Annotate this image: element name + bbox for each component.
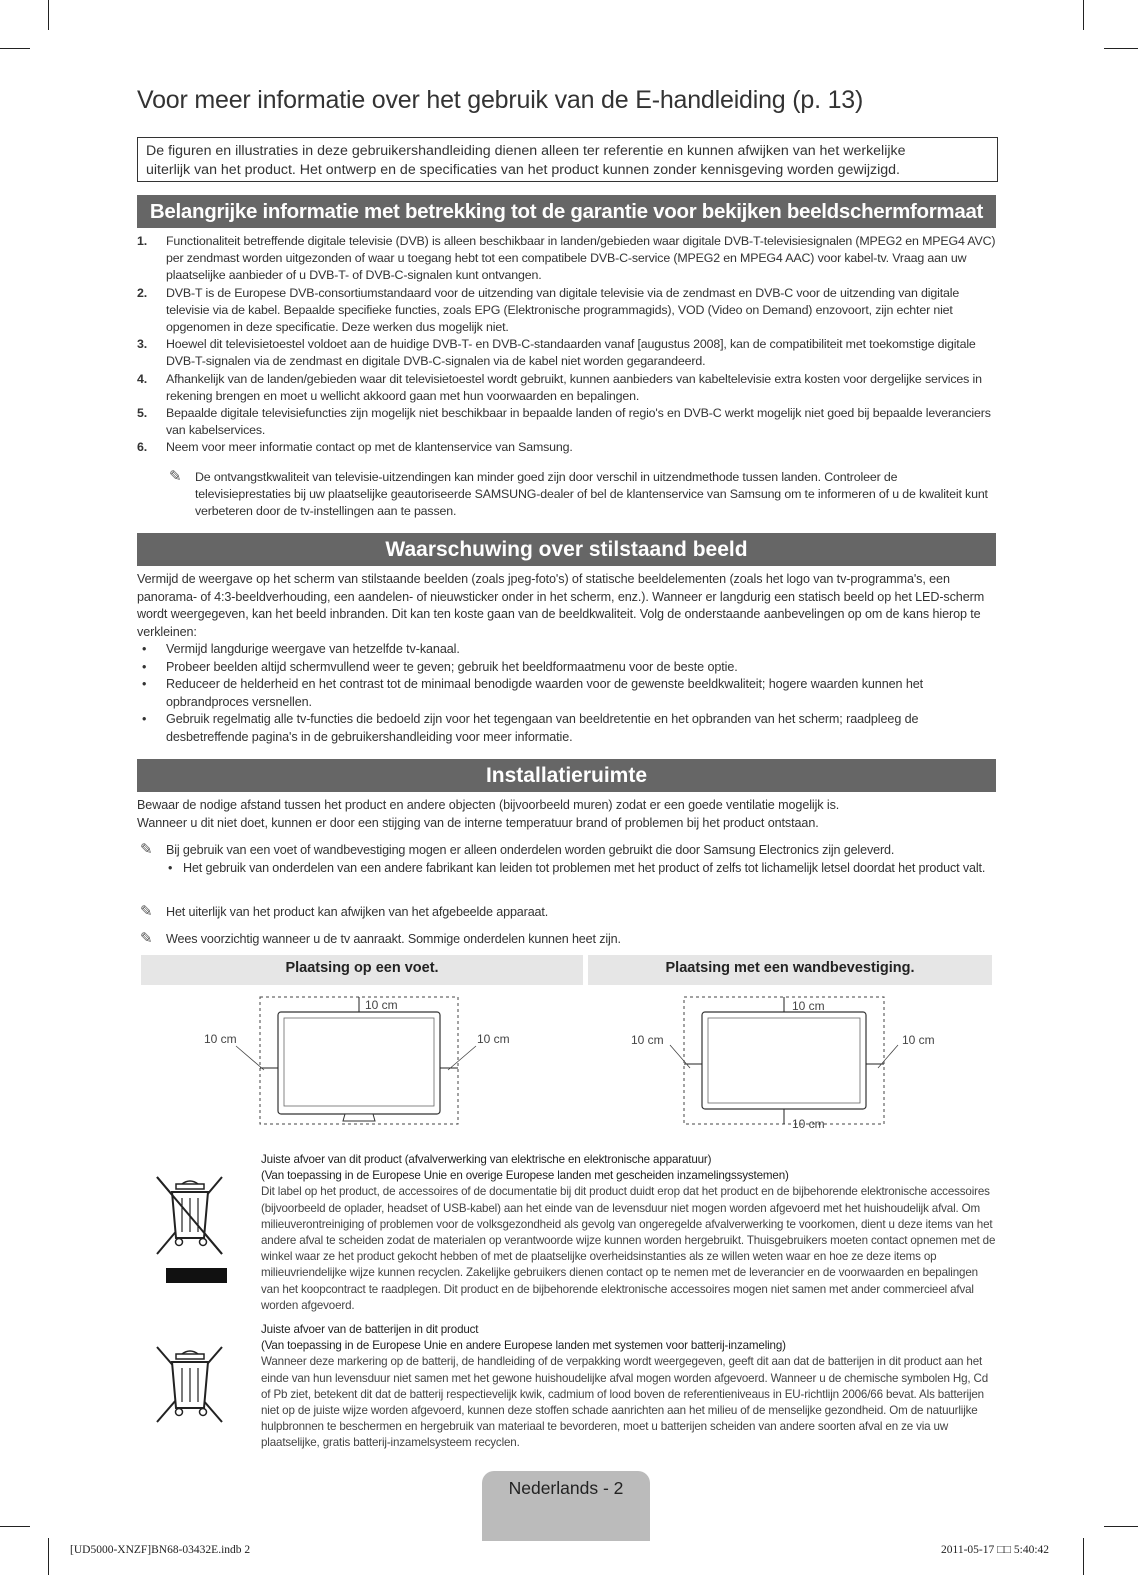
crop-mark — [48, 1538, 49, 1575]
stand-diagram — [190, 990, 530, 1140]
clearance-label: 10 cm — [792, 999, 825, 1013]
pencil-icon: ✎ — [140, 930, 153, 947]
crop-mark — [1083, 0, 1084, 30]
list-item: • Gebruik regelmatig alle tv-functies die bedoeld zijn voor het tegengaan van beeldretentie en het opbranden van het scherm; raadpleeg de desbetreffende pagina's in de gebruikershandleiding voor meer informatie. — [142, 712, 919, 744]
item-number: 3. — [137, 337, 148, 352]
disclaimer-box — [137, 137, 998, 182]
clearance-label: 10 cm — [902, 1033, 935, 1047]
disposal-text: Wanneer deze markering op de batterij, de handleiding of de verpakking wordt weergegeven, geeft dit aan dat de batterijen in dit product aan het einde van hun levensduur niet samen met het gewone huishoudelijke afval mogen worden afgevoerd. Wanneer u de chemische symbolen Hg, Cd of Pb ziet, betekent dit dat de batterij respectievelijk kwik, cadmium of lood boven de referentieniveaus in EU-richtlijn 2006/66 bevat. Als batterijen niet op de juiste wijze worden afgevoerd, kunnen deze stoffen schade aanrichten aan het milieu of de menselijke gezondheid. Om de natuurlijke hulpbronnen te beschermen en hergebruik van materiaal te bevorderen, moet u batterijen scheiden van andere soorten afval en ze via uw plaatselijke, gratis batterij-inzamelsysteem recyclen. — [261, 1355, 989, 1450]
leader-line — [878, 1045, 898, 1068]
item-text: Afhankelijk van de landen/gebieden waar dit televisietoestel wordt gebruikt, kunnen aanbieders van kabeltelevisie extra kosten voor dergelijke services in rekening brengen en moet u wellicht akkoord gaan met hun voorwaarden en bepalingen. — [166, 371, 982, 403]
install-line: Bewaar de nodige afstand tussen het product en andere objecten (bijvoorbeeld muren) zodat er een goede ventilatie mogelijk is. — [137, 798, 840, 812]
item-text: Bepaalde digitale televisiefuncties zijn mogelijk niet beschikbaar in bepaalde landen of regio's en DVB-C werkt mogelijk niet goed bij bepaalde leveranciers van kabelservices. — [166, 406, 991, 438]
item-number: 5. — [137, 406, 148, 421]
list-item: • Vermijd langdurige weergave van hetzelfde tv-kanaal. — [142, 642, 460, 656]
wall-label: Plaatsing met een wandbevestiging. — [588, 955, 992, 985]
warranty-list — [137, 233, 997, 457]
stand-label: Plaatsing op een voet. — [141, 955, 583, 985]
crop-mark — [1104, 48, 1138, 49]
wall-diagram — [640, 990, 940, 1140]
disclaimer-line: uiterlijk van het product. Het ontwerp en de specificaties van het product kunnen zonder kennisgeving worden gewijzigd. — [146, 162, 900, 178]
list-item — [137, 405, 997, 439]
battery-bin-icon — [152, 1342, 232, 1427]
list-item — [137, 439, 997, 456]
note-text: De ontvangstkwaliteit van televisie-uitzendingen kan minder goed zijn door verschil in uitzendmethode tussen landen. Controleer de televisieprestaties bij uw plaatselijke geautoriseerde SAMSUNG-dealer of bel de klantenservice van Samsung om te informeren of u de kwaliteit kunt verbeteren door de tv-instellingen aan te passen. — [195, 470, 988, 519]
pencil-icon: ✎ — [140, 841, 153, 858]
note-text: Het uiterlijk van het product kan afwijken van het afgebeelde apparaat. — [166, 905, 549, 919]
crop-mark — [0, 48, 30, 49]
warranty-heading: Belangrijke informatie met betrekking tot de garantie voor bekijken beeldschermformaat — [137, 195, 996, 228]
item-text: Gebruik regelmatig alle tv-functies die bedoeld zijn voor het tegengaan van beeldretentie en het opbranden van het scherm; raadpleeg de desbetreffende pagina's in de gebruikershandleiding voor meer informatie. — [166, 712, 919, 744]
pencil-icon: ✎ — [140, 903, 153, 920]
list-item — [137, 336, 997, 370]
install-heading: Installatieruimte — [137, 759, 996, 792]
tv-frame — [702, 1012, 866, 1109]
disposal-text: Dit label op het product, de accessoires of de documentatie bij dit product duidt erop dat het product en de bijbehorende elektronische accessoires (bijvoorbeeld de oplader, headset of USB-kabel) aan het einde van de levensduur niet mogen worden afgevoerd met het huishoudelijk afval. Om milieuverontreiniging of problemen voor de volksgezondheid als gevolg van ongeregelde afvalverwerking te voorkomen, dient u deze items van het andere afval te scheiden zodat de materialen op verantwoorde wijze kunnen worden hergebruikt. Thuisgebruikers moeten contact opnemen met de winkel waar ze het product gekocht hebben of met de plaatselijke overheidsinstanties als ze willen weten waar en hoe ze deze items op milieuvriendelijke wijze kunnen recyclen. Zakelijke gebruikers dienen contact op te nemen met de leverancier en de voorwaarden en bepalingen van het koopcontract te raadplegen. Dit product en de bijbehorende elektronische accessoires mogen niet samen met ander commercieel afval worden afgevoerd. — [261, 1185, 996, 1312]
print-slug-right: 2011-05-17 □□ 5:40:42 — [941, 1544, 1050, 1556]
item-number: 6. — [137, 440, 148, 455]
crop-mark — [0, 1526, 30, 1527]
page-title: Voor meer informatie over het gebruik van de E-handleiding (p. 13) — [137, 86, 864, 114]
note-text: Bij gebruik van een voet of wandbevestiging mogen er alleen onderdelen worden gebruikt die door Samsung Electronics zijn geleverd. — [166, 843, 895, 857]
disposal-heading: Juiste afvoer van de batterijen in dit product — [261, 1323, 479, 1336]
clearance-label: 10 cm — [792, 1117, 825, 1131]
stillimage-heading: Waarschuwing over stilstaand beeld — [137, 533, 996, 566]
warranty-note — [169, 468, 995, 521]
install-note — [140, 903, 996, 921]
list-item: • Het gebruik van onderdelen van een andere fabrikant kan leiden tot problemen met het product of zelfs tot lichamelijk letsel doordat het product valt. — [168, 860, 986, 875]
battery-disposal — [261, 1322, 997, 1452]
disposal-subheading: (Van toepassing in de Europese Unie en andere Europese landen met systemen voor batterij-inzameling) — [261, 1339, 786, 1353]
tv-frame — [278, 1012, 440, 1114]
item-number: 2. — [137, 285, 148, 300]
tv-stand — [343, 1114, 375, 1121]
disclaimer-line: De figuren en illustraties in deze gebruikershandleiding dienen alleen ter referentie en kunnen afwijken van het werkelijke — [146, 143, 906, 159]
crop-mark — [48, 0, 49, 30]
item-text: DVB-T is de Europese DVB-consortiumstandaard voor de uitzending van digitale televisie via de zendmast en DVB-C voor de uitzending van digitale televisie via de kabel. Bepaalde specifieke functies, zoals EPG (Elektronische programmagids), VOD (Video on Demand) enzovoort, zijn echter niet opgenomen in deze specificatie. Deze werken dus mogelijk niet. — [166, 285, 960, 335]
item-number: 1. — [137, 234, 148, 248]
disposal-heading: Juiste afvoer van dit product (afvalverwerking van elektrische en elektronische apparatuur) — [261, 1153, 712, 1166]
item-text: Hoewel dit televisietoestel voldoet aan de huidige DVB-T- en DVB-C-standaarden vanaf [augustus 2008], kan de compatibiliteit met toekomstige digitale DVB-T-signalen via de zendmast en digitale DVB-C-signalen via de kabel niet worden gegarandeerd. — [166, 337, 976, 369]
clearance-label: 10 cm — [365, 998, 398, 1012]
clearance-label: 10 cm — [631, 1033, 664, 1047]
item-text: Probeer beelden altijd schermvullend weer te geven; gebruik het beeldformaatmenu voor de beste optie. — [166, 659, 738, 674]
list-item — [137, 285, 997, 337]
install-line: Wanneer u dit niet doet, kunnen er door een stijging van de interne temperatuur brand of problemen bij het product ontstaan. — [137, 816, 819, 830]
product-disposal — [261, 1152, 997, 1314]
item-number: 4. — [137, 371, 148, 386]
list-item: • Reduceer de helderheid en het contrast tot de minimaal benodigde waarden voor de gewenste beeldkwaliteit; hogere waarden kunnen het opbrandproces versnellen. — [142, 677, 924, 709]
stillimage-bullets — [137, 641, 997, 747]
print-slug-left: [UD5000-XNZF]BN68-03432E.indb 2 — [70, 1544, 251, 1556]
item-text: Het gebruik van onderdelen van een andere fabrikant kan leiden tot problemen met het product of zelfs tot lichamelijk letsel doordat het product valt. — [183, 860, 986, 875]
crop-mark — [1104, 1526, 1138, 1527]
install-sublist — [166, 860, 996, 878]
install-note — [140, 930, 996, 948]
item-text: Neem voor meer informatie contact op met de klantenservice van Samsung. — [166, 440, 573, 455]
pencil-icon: ✎ — [169, 468, 182, 485]
weee-bin-icon — [152, 1172, 232, 1287]
disposal-subheading: (Van toepassing in de Europese Unie en overige Europese landen met gescheiden inzamelingssystemen) — [261, 1169, 789, 1183]
list-item — [137, 233, 997, 285]
install-note — [140, 841, 996, 877]
note-text: Wees voorzichtig wanneer u de tv aanraakt. Sommige onderdelen kunnen heet zijn. — [166, 932, 621, 946]
stillimage-intro: Vermijd de weergave op het scherm van stilstaande beelden (zoals jpeg-foto's) of statische beeldelementen (zoals het logo van tv-programma's, een panorama- of 4:3-beeldverhouding, een aandelen- of nieuwsticker onder in het scherm, enz.). Wanneer er langdurig een statisch beeld op het LED-scherm wordt weergegeven, kan het beeld inbranden. Dit kan ten koste gaan van de beeldkwaliteit. Volg de onderstaande aanbevelingen op om de kans hierop te verkleinen: — [137, 572, 985, 639]
list-item — [137, 371, 997, 405]
leader-line — [670, 1045, 690, 1068]
item-text: Vermijd langdurige weergave van hetzelfde tv-kanaal. — [166, 642, 460, 656]
page-number-label: Nederlands - 2 — [508, 1478, 624, 1498]
item-text: Reduceer de helderheid en het contrast tot de minimaal benodigde waarden voor de gewenste beeldkwaliteit; hogere waarden kunnen het opbrandproces versnellen. — [166, 677, 924, 709]
item-text: Functionaliteit betreffende digitale televisie (DVB) is alleen beschikbaar in landen/gebieden waar digitale DVB-T-televisiesignalen (MPEG2 en MPEG4 AVC) per zendmast worden uitgezonden of waar u toegang hebt tot een compatibele DVB-C-service (MPEG2 en MPEG4 AAC) voor kabel-tv. Vraag aan uw plaatselijke aanbieder of u DVB-T- of DVB-C-signalen kunt ontvangen. — [166, 234, 996, 283]
list-item: • Probeer beelden altijd schermvullend weer te geven; gebruik het beeldformaatmenu voor de beste optie. — [142, 659, 738, 674]
clearance-label: 10 cm — [204, 1032, 237, 1046]
crop-mark — [1083, 1538, 1084, 1575]
clearance-label: 10 cm — [477, 1032, 510, 1046]
leader-line — [448, 1046, 476, 1070]
